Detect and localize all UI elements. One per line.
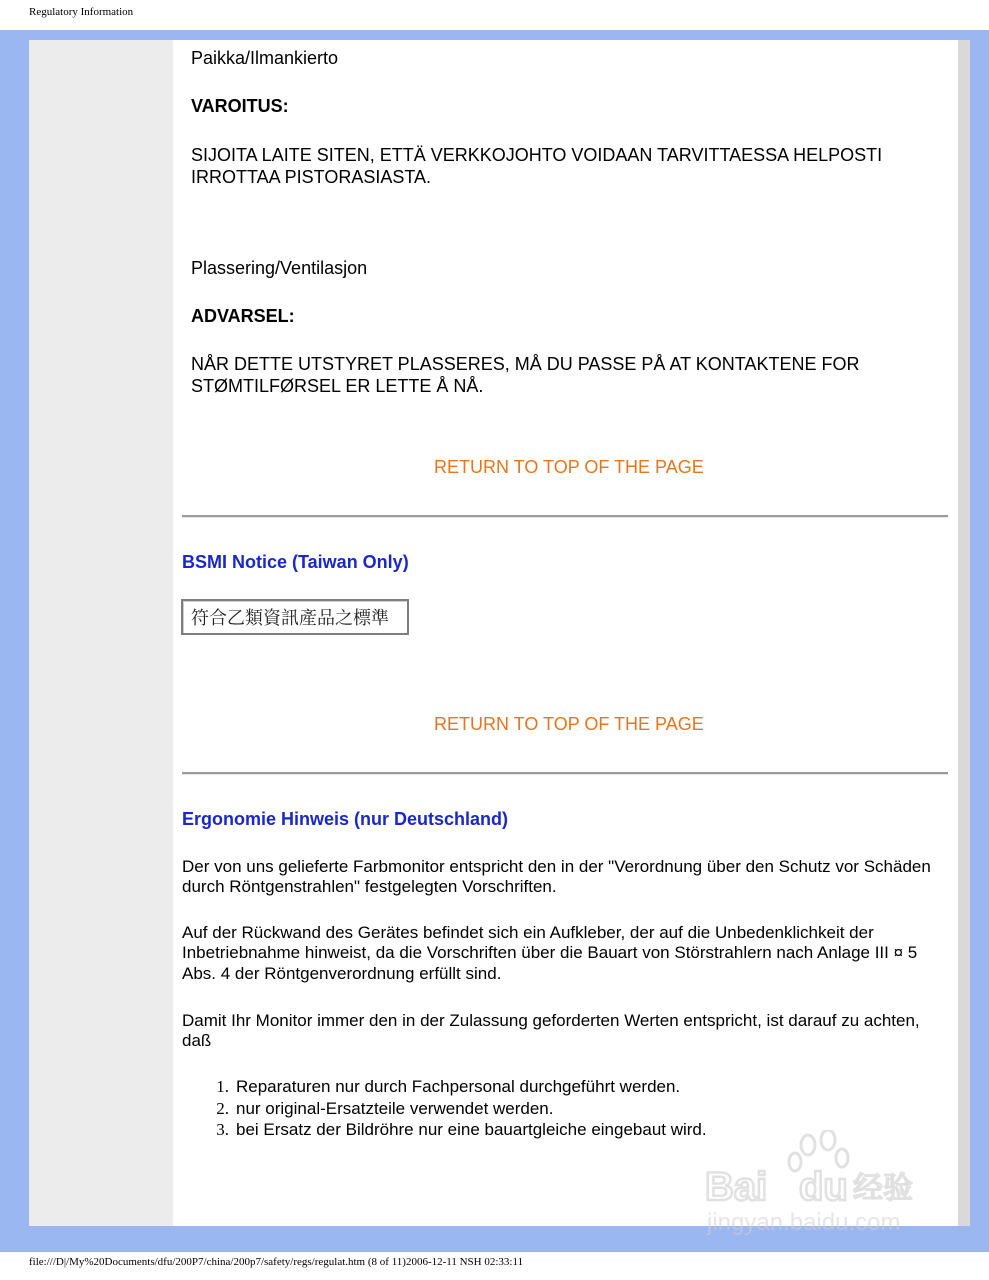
list-item-text: nur original-Ersatzteile verwendet werden.	[236, 1098, 554, 1118]
ergonomie-p3-line1: Damit Ihr Monitor immer den in der Zulassung geforderten Werten entspricht, ist darauf zu achten,	[182, 1011, 920, 1030]
ergonomie-p1-line1: Der von uns gelieferte Farbmonitor entspricht den in der "Verordnung über den Schutz vor Schäden	[182, 857, 931, 876]
right-strip	[958, 40, 970, 1226]
section-divider-1	[182, 515, 948, 518]
svg-text:Bai: Bai	[705, 1165, 768, 1209]
list-item-number: 2.	[216, 1098, 229, 1118]
norwegian-warning-label: ADVARSEL:	[191, 306, 295, 326]
bsmi-badge-text: 符合乙類資訊產品之標準	[191, 608, 389, 629]
left-sidebar	[29, 40, 173, 1226]
finnish-title: Paikka/Ilmankierto	[191, 48, 339, 68]
svg-text:du: du	[799, 1165, 848, 1209]
ergonomie-p1-line2: durch Röntgenstrahlen" festgelegten Vorschriften.	[182, 877, 557, 896]
print-header: Regulatory Information	[29, 6, 134, 18]
ergonomie-p2-line2: Inbetriebnahme hinweist, da die Vorschriften über die Bauart von Störstrahlern nach Anlage III ¤ 5	[182, 943, 918, 962]
finnish-warning-line1: SIJOITA LAITE SITEN, ETTÄ VERKKOJOHTO VOIDAAN TARVITTAESSA HELPOSTI	[191, 145, 883, 165]
ergonomie-p3-line2: daß	[182, 1031, 212, 1050]
print-footer: file:///D|/My%20Documents/dfu/200P7/china/200p7/safety/regs/regulat.htm (8 of 11)2006-12-11 NSH 02:33:11	[29, 1256, 524, 1268]
norwegian-title: Plassering/Ventilasjon	[191, 258, 368, 278]
list-item-number: 1.	[216, 1077, 229, 1096]
bsmi-heading: BSMI Notice (Taiwan Only)	[182, 552, 409, 572]
finnish-warning-label: VAROITUS:	[191, 96, 289, 116]
finnish-warning-line2: IRROTTAA PISTORASIASTA.	[191, 167, 432, 187]
list-item-text: bei Ersatz der Bildröhre nur eine bauartgleiche eingebaut wird.	[236, 1120, 707, 1139]
return-to-top-link-1[interactable]: RETURN TO TOP OF THE PAGE	[434, 457, 704, 477]
svg-text:jingyan.baidu.com: jingyan.baidu.com	[707, 1209, 901, 1236]
ergonomie-p2-line1: Auf der Rückwand des Gerätes befindet sich ein Aufkleber, der auf die Unbedenklichkeit der	[182, 923, 874, 942]
norwegian-warning-line2: STØMTILFØRSEL ER LETTE Å NÅ.	[191, 376, 484, 396]
list-item-text: Reparaturen nur durch Fachpersonal durchgeführt werden.	[236, 1077, 681, 1096]
return-to-top-link-2[interactable]: RETURN TO TOP OF THE PAGE	[434, 714, 704, 734]
ergonomie-heading: Ergonomie Hinweis (nur Deutschland)	[182, 809, 509, 829]
baidu-paw-logo-icon	[703, 1130, 943, 1240]
section-divider-2	[182, 772, 948, 775]
bsmi-badge-image	[181, 599, 409, 635]
list-item-number: 3.	[216, 1120, 229, 1139]
ergonomie-p2-line3: Abs. 4 der Röntgenverordnung erfüllt sind.	[182, 964, 502, 983]
baidu-watermark	[703, 1130, 943, 1240]
norwegian-warning-line1: NÅR DETTE UTSTYRET PLASSERES, MÅ DU PASSE PÅ AT KONTAKTENE FOR	[191, 354, 860, 374]
svg-text:经验: 经验	[853, 1171, 913, 1206]
